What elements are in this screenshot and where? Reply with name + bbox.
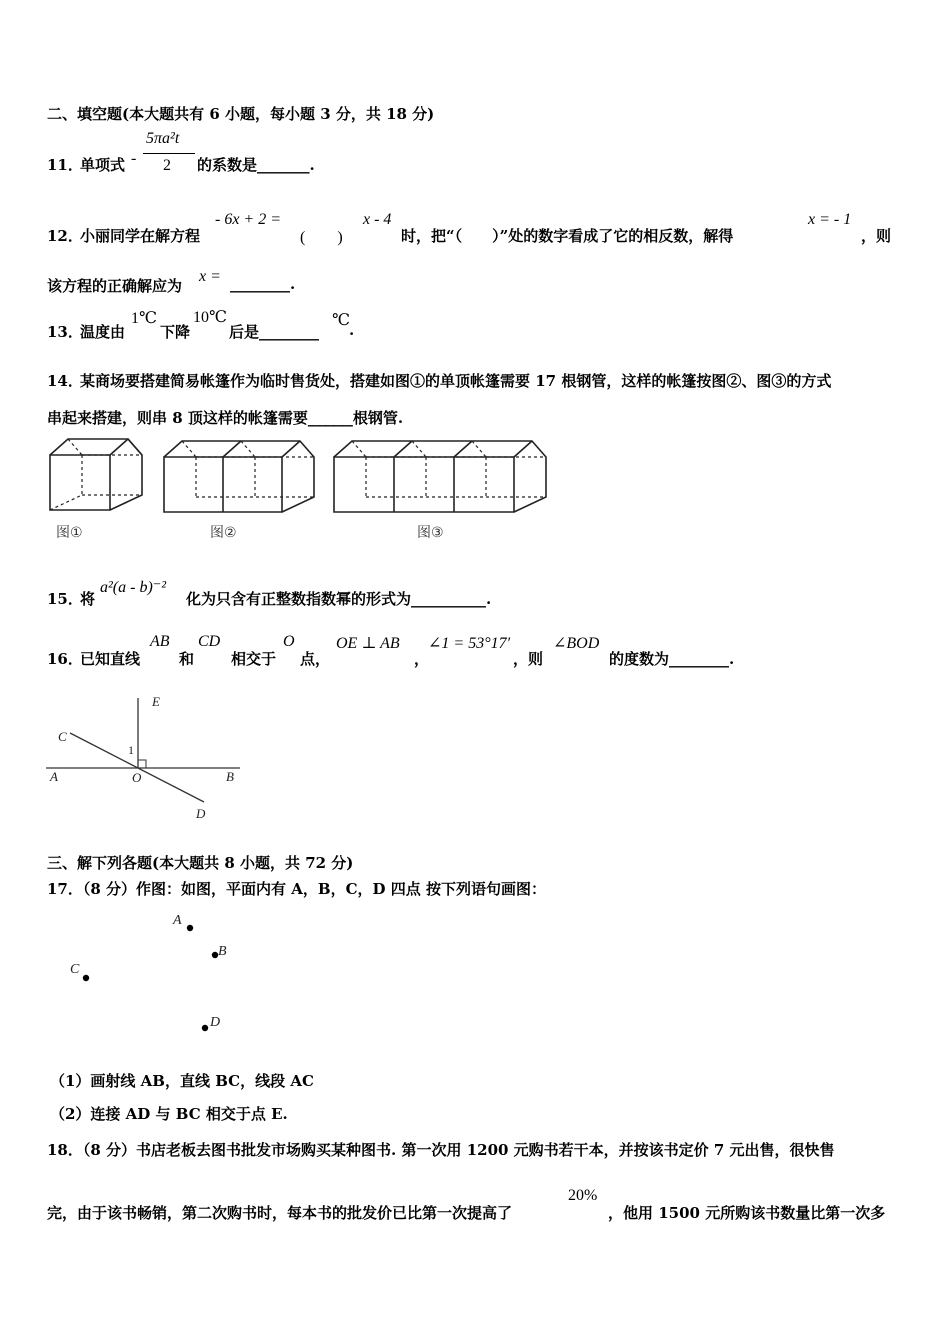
- q12-prefix: 小丽同学在解方程: [80, 227, 201, 245]
- q18-line2-prefix: 完，由于该书畅销，第二次购书时，每本书的批发价已比第一次提高了: [47, 1204, 513, 1222]
- q16-point: 点，: [300, 650, 331, 668]
- q16-diagram-svg: [44, 690, 254, 825]
- label-e: E: [152, 694, 160, 709]
- q17-points-svg: [60, 905, 260, 1035]
- q13-end: .: [349, 321, 355, 339]
- point-a-label: A: [173, 913, 182, 928]
- tent-figure-2: [164, 441, 314, 512]
- label-o: O: [132, 770, 142, 785]
- q16-prefix: 已知直线: [80, 650, 141, 668]
- q11-suffix: 的系数是_______.: [197, 156, 315, 174]
- q16-then: ，则: [513, 650, 544, 668]
- q13-prefix: 温度由: [80, 323, 126, 341]
- q13-temp2: 10℃: [193, 309, 227, 326]
- point-a-dot: [187, 925, 193, 931]
- q13-number: 13．: [47, 323, 83, 341]
- q15-number: 15．: [47, 590, 83, 608]
- q16-o: O: [283, 633, 295, 650]
- tent-figure-1: [50, 439, 142, 510]
- q16-ab: AB: [150, 633, 170, 650]
- point-d-dot: [202, 1025, 208, 1031]
- tent-caption-2: 图②: [210, 524, 237, 540]
- q16-diagram: [44, 690, 254, 829]
- q17-points-diagram: [60, 905, 260, 1039]
- q11-minus: -: [131, 150, 137, 167]
- label-d: D: [196, 806, 206, 821]
- q12-number: 12．: [47, 227, 83, 245]
- q17-part2: （2）连接 AD 与 BC 相交于点 E.: [50, 1105, 288, 1123]
- q16-suffix: 的度数为________.: [609, 650, 735, 668]
- tent-figure-3: [334, 441, 546, 512]
- q16-perp: OE ⊥ AB: [336, 635, 400, 652]
- label-a: A: [50, 769, 58, 784]
- q11-prefix: 单项式: [80, 156, 126, 174]
- tent-caption-3: 图③: [417, 524, 444, 540]
- q13-unit: ℃: [332, 312, 350, 329]
- label-c: C: [58, 729, 67, 744]
- q14-line1: 某商场要搭建简易帐篷作为临时售货处，搭建如图①的单顶帐篷需要 17 根钢管，这样的帐篷按图②、图③的方式: [80, 372, 832, 390]
- section2-title: 二、填空题(本大题共有 6 小题，每小题 3 分，共 18 分): [47, 105, 435, 123]
- point-b-dot: [212, 952, 218, 958]
- q18-percent: 20%: [568, 1187, 598, 1204]
- q15-expression: a²(a - b)⁻²: [100, 579, 167, 596]
- point-c-dot: [83, 975, 89, 981]
- q12-suffix: ，则: [861, 227, 892, 245]
- q11-numerator: 5πa²t: [146, 130, 180, 147]
- q13-suffix: 后是________: [229, 323, 320, 341]
- q12-solution: x = - 1: [808, 211, 852, 228]
- q12-eq-right: x - 4: [363, 211, 392, 228]
- q12-line2-suffix: ________.: [230, 275, 296, 293]
- tent-caption-1: 图①: [56, 524, 83, 540]
- point-b-label: B: [218, 944, 227, 959]
- q16-cd: CD: [198, 633, 221, 650]
- q16-angle: ∠1 = 53°17′: [428, 635, 511, 652]
- section3-title: 三、解下列各题(本大题共 8 小题，共 72 分): [47, 854, 354, 872]
- q11-number: 11．: [47, 156, 83, 174]
- q12-middle: 时，把“（ ）”处的数字看成了它的相反数，解得: [401, 227, 734, 245]
- tent-figures: [44, 435, 554, 551]
- q15-suffix: 化为只含有正整数指数幂的形式为__________.: [186, 590, 492, 608]
- q15-prefix: 将: [80, 590, 96, 608]
- q14-number: 14．: [47, 372, 83, 390]
- q12-eq-left: - 6x + 2 =: [215, 211, 282, 228]
- q18-line1: 18．（8 分）书店老板去图书批发市场购买某种图书. 第一次用 1200 元购书若干本，并按该书定价 7 元出售，很快售: [47, 1141, 835, 1159]
- tent-figures-svg: [44, 435, 554, 547]
- q13-temp1: 1℃: [131, 310, 157, 327]
- label-angle-1: 1: [128, 743, 134, 757]
- q17-part1: （1）画射线 AB，直线 BC，线段 AC: [50, 1072, 314, 1090]
- q11-denominator: 2: [163, 157, 171, 174]
- q17-head: 17．（8 分）作图：如图，平面内有 A，B，C，D 四点 按下列语句画图：: [47, 880, 546, 898]
- q16-number: 16．: [47, 650, 83, 668]
- q12-line2-prefix: 该方程的正确解应为: [47, 277, 183, 295]
- q13-middle: 下降: [160, 323, 191, 341]
- q12-paren: ( ): [300, 229, 343, 246]
- label-b: B: [226, 769, 234, 784]
- q18-line2-suffix: ，他用 1500 元所购该书数量比第一次多: [608, 1204, 886, 1222]
- q12-line2-var: x =: [199, 268, 221, 285]
- q16-cross: 相交于: [231, 650, 277, 668]
- point-c-label: C: [70, 962, 80, 977]
- q16-bod: ∠BOD: [553, 635, 600, 652]
- q14-line2: 串起来搭建，则串 8 顶这样的帐篷需要______根钢管.: [47, 409, 404, 427]
- q16-comma: ，: [414, 650, 430, 668]
- point-d-label: D: [210, 1015, 221, 1030]
- q16-and: 和: [179, 650, 195, 668]
- q11-fraction-bar: [143, 153, 195, 154]
